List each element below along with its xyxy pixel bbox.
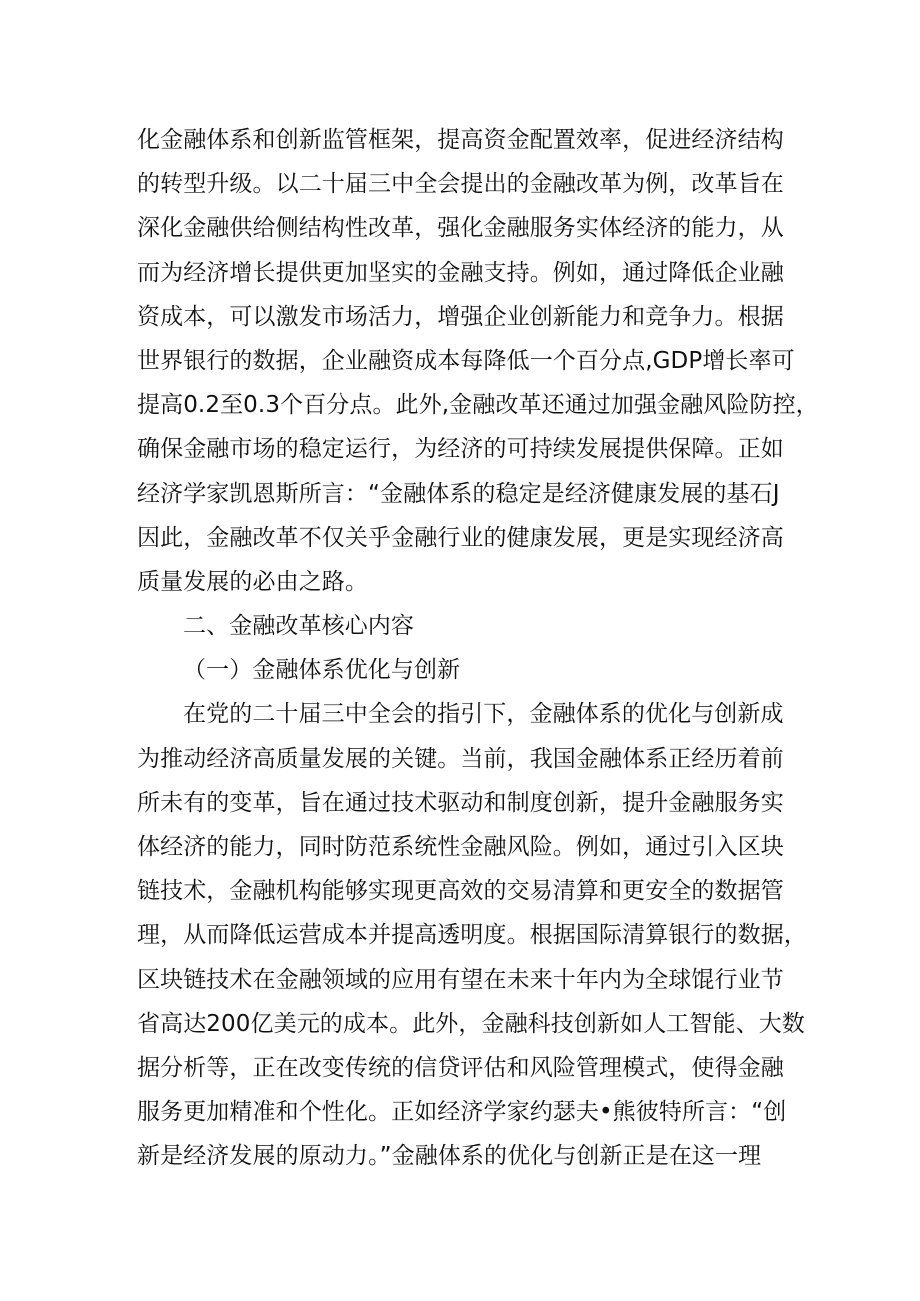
text-line: 所未有的变革，旨在通过技术驱动和制度创新，提升金融服务实 bbox=[137, 789, 784, 816]
text-line: 新是经济发展的原动力。”金融体系的优化与创新正是在这一理 bbox=[137, 1143, 762, 1170]
text-line: 链技术，金融机构能够实现更高效的交易清算和更安全的数据管 bbox=[137, 878, 784, 905]
text-line: 确保金融市场的稳定运行，为经济的可持续发展提供保障。正如 bbox=[137, 436, 784, 463]
text-line: 提高0.2至0.3个百分点。此外,金融改革还通过加强金融风险防控， bbox=[137, 392, 819, 419]
text-line: 体经济的能力，同时防范系统性金融风险。例如，通过引入区块 bbox=[137, 834, 784, 860]
document-body bbox=[137, 118, 819, 1179]
text-line: 而为经济增长提供更加坚实的金融支持。例如，通过降低企业融 bbox=[137, 259, 784, 286]
text-line: 的转型升级。以二十届三中全会提出的金融改革为例，改革旨在 bbox=[137, 171, 784, 198]
text-line: 深化金融供给侧结构性改革，强化金融服务实体经济的能力，从 bbox=[137, 215, 784, 242]
text-line: 化金融体系和创新监管框架，提高资金配置效率，促进经济结构 bbox=[137, 127, 784, 153]
text-line: 因此，金融改革不仅关乎金融行业的健康发展，更是实现经济高 bbox=[137, 524, 784, 551]
text-line: 为推动经济高质量发展的关键。当前，我国金融体系正经历着前 bbox=[137, 745, 784, 772]
text-line: 资成本，可以激发市场活力，增强企业创新能力和竞争力。根据 bbox=[137, 303, 784, 330]
text-line: 在党的二十届三中全会的指引下，金融体系的优化与创新成 bbox=[183, 701, 784, 728]
text-line: 质量发展的必由之路。 bbox=[137, 568, 368, 595]
text-line: 经济学家凯恩斯所言：“金融体系的稳定是经济健康发展的基石J bbox=[137, 480, 780, 507]
section-heading: 二、金融改革核心内容 bbox=[183, 613, 414, 640]
subsection-heading: （一）金融体系优化与创新 bbox=[183, 657, 461, 684]
paragraph-main bbox=[137, 692, 807, 1178]
paragraph-continuation bbox=[137, 118, 819, 604]
text-line: 省高达200亿美元的成本。此外，金融科技创新如人工智能、大数 bbox=[137, 1010, 805, 1037]
text-line: 世界银行的数据，企业融资成本每降低一个百分点,GDP增长率可 bbox=[137, 347, 795, 374]
text-line: 理，从而降低运营成本并提高透明度。根据国际清算银行的数据， bbox=[137, 922, 807, 949]
text-line: 区块链技术在金融领域的应用有望在未来十年内为全球馄行业节 bbox=[137, 966, 784, 993]
text-line: 据分析等，正在改变传统的信贷评估和风险管理模式，使得金融 bbox=[137, 1054, 784, 1081]
text-line: 服务更加精准和个性化。正如经济学家约瑟夫•熊彼特所言：“创 bbox=[137, 1099, 787, 1126]
